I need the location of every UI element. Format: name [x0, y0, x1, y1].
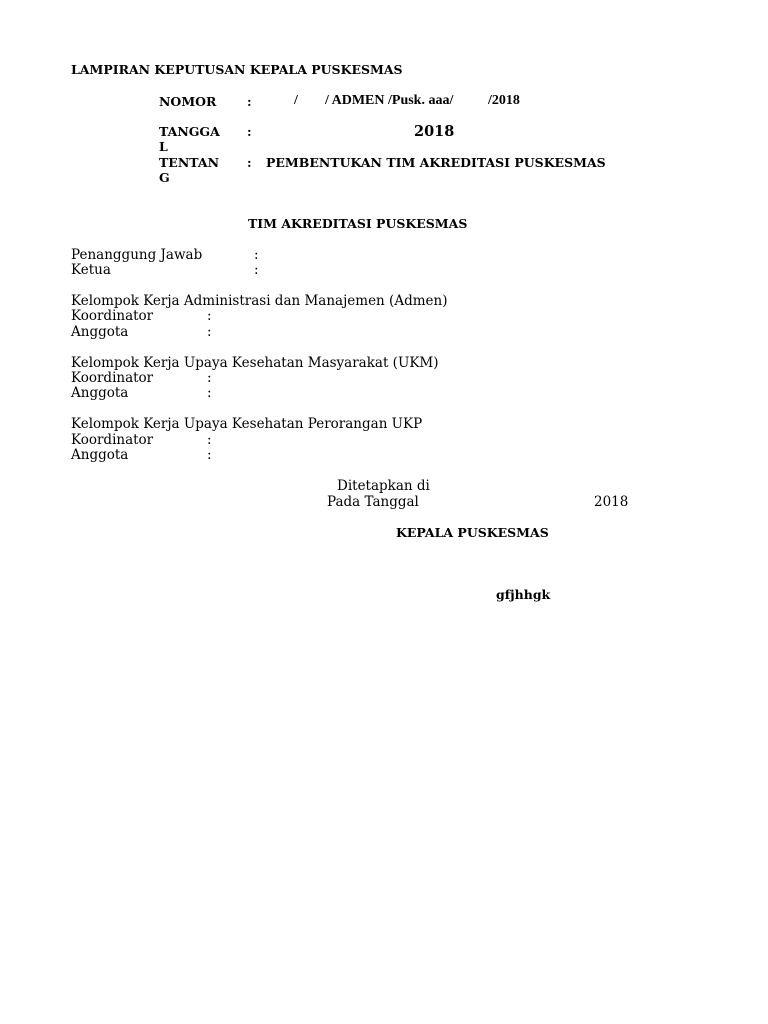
nomor-year: /2018	[488, 93, 520, 108]
penanggung-jawab-colon: :	[254, 247, 259, 263]
tanggal-colon: :	[247, 124, 252, 139]
group-ukp-anggota-label: Anggota	[71, 447, 129, 463]
tentang-label: TENTAN	[159, 155, 219, 170]
tanggal-label-wrap: L	[159, 139, 168, 154]
tanggal-value: 2018	[414, 123, 455, 140]
tanggal-label: TANGGA	[159, 124, 220, 139]
signatory-name: gfjhhgk	[496, 587, 551, 602]
pada-tanggal-label: Pada Tanggal	[327, 494, 419, 510]
group-ukm-anggota-label: Anggota	[71, 385, 129, 401]
tentang-value: PEMBENTUKAN TIM AKREDITASI PUSKESMAS	[266, 155, 606, 170]
nomor-slash: /	[294, 93, 298, 108]
signatory-title: KEPALA PUSKESMAS	[396, 525, 549, 540]
tentang-colon: :	[247, 155, 252, 170]
group-admen-anggota-colon: :	[207, 324, 212, 340]
pada-tanggal-year: 2018	[594, 494, 629, 510]
section-title: TIM AKREDITASI PUSKESMAS	[248, 216, 468, 231]
document-title: LAMPIRAN KEPUTUSAN KEPALA PUSKESMAS	[71, 62, 403, 77]
group-admen-koordinator-label: Koordinator	[71, 308, 154, 324]
ketua-label: Ketua	[71, 262, 111, 278]
nomor-value: / ADMEN /Pusk. aaa/	[325, 93, 454, 108]
group-ukp-title: Kelompok Kerja Upaya Kesehatan Perorangan UKP	[71, 416, 423, 432]
group-ukm-koordinator-colon: :	[207, 370, 212, 386]
group-ukp-koordinator-label: Koordinator	[71, 432, 154, 448]
group-ukm-koordinator-label: Koordinator	[71, 370, 154, 386]
group-ukm-anggota-colon: :	[207, 385, 212, 401]
group-admen-koordinator-colon: :	[207, 308, 212, 324]
group-admen-title: Kelompok Kerja Administrasi dan Manajemen (Admen)	[71, 293, 448, 309]
nomor-colon: :	[247, 94, 252, 109]
ditetapkan-label: Ditetapkan di	[337, 478, 430, 494]
group-admen-anggota-label: Anggota	[71, 324, 129, 340]
group-ukp-koordinator-colon: :	[207, 432, 212, 448]
ketua-colon: :	[254, 262, 259, 278]
group-ukm-title: Kelompok Kerja Upaya Kesehatan Masyarakat (UKM)	[71, 355, 439, 371]
group-ukp-anggota-colon: :	[207, 447, 212, 463]
nomor-label: NOMOR	[159, 94, 217, 109]
penanggung-jawab-label: Penanggung Jawab	[71, 247, 203, 263]
tentang-label-wrap: G	[159, 170, 170, 185]
